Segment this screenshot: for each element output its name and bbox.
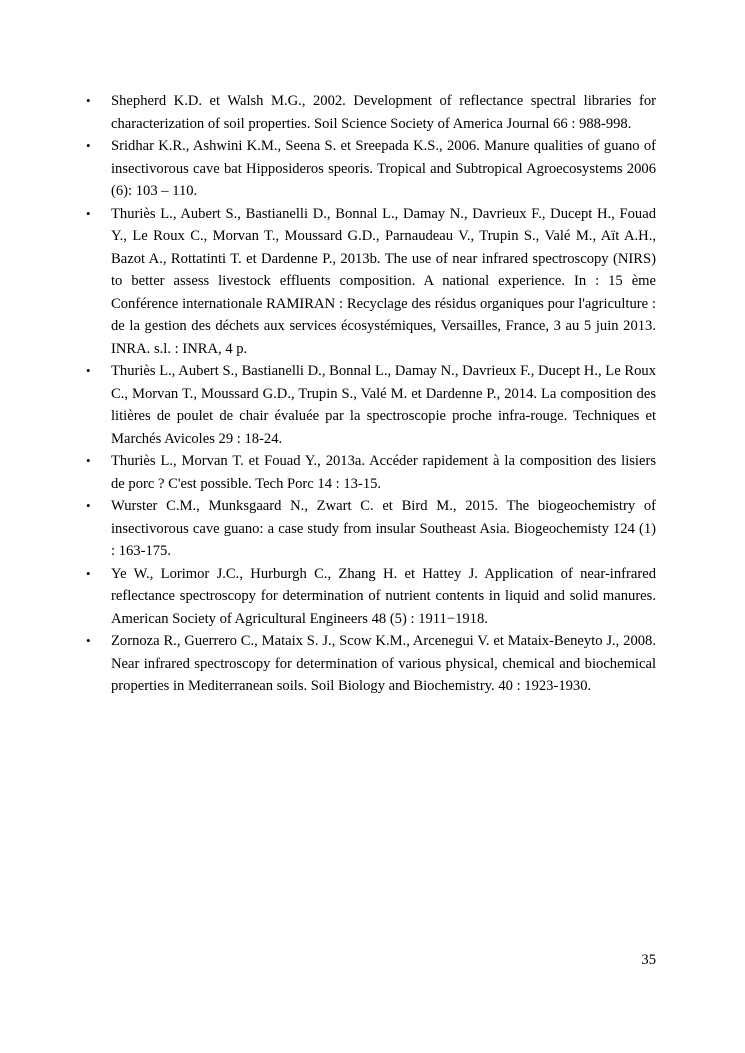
reference-item [84, 495, 656, 563]
bullet-icon: • [86, 498, 91, 513]
reference-item [84, 203, 656, 361]
reference-text: Ye W., Lorimor J.C., Hurburgh C., Zhang H. et Hattey J. Application of near-infrared reflectance spectroscopy for determination of nutrient contents in liquid and solid manures. American Society of Agricultural Engineers 48 (5) : 1911−1918. [111, 565, 656, 627]
reference-item [84, 360, 656, 450]
reference-text: Thuriès L., Aubert S., Bastianelli D., Bonnal L., Damay N., Davrieux F., Ducept H., Fouad Y., Le Roux C., Morvan T., Moussard G.D., Parnaudeau V., Trupin S., Valé M., Aït A.H., Bazot A., Rottatinti T. et Dardenne P., 2013b. The use of near infrared spectroscopy (NIRS) to better assess livestock effluents composition. A national experience. In : 15 ème Conférence internationale RAMIRAN : Recyclage des résidus organiques pour l'agriculture : de la gestion des déchets aux services écosystémiques, Versailles, France, 3 au 5 juin 2013. INRA. s.l. : INRA, 4 p. [111, 205, 656, 357]
reference-item [84, 135, 656, 203]
bullet-icon: • [86, 565, 91, 581]
reference-text: Wurster C.M., Munksgaard N., Zwart C. et Bird M., 2015. The biogeochemistry of insectivorous cave guano: a case study from insular Southeast Asia. Biogeochemisty 124 (1) : 163-175. [111, 498, 656, 559]
bullet-icon: • [86, 633, 91, 648]
reference-item [84, 450, 656, 495]
reference-text: Sridhar K.R., Ashwini K.M., Seena S. et Sreepada K.S., 2006. Manure qualities of guano of insectivorous cave bat Hipposideros speoris. Tropical and Subtropical Agroecosystems 2006 (6): 103 – 110. [111, 138, 656, 199]
bullet-icon: • [86, 205, 91, 221]
reference-item [84, 90, 656, 135]
reference-text: Zornoza R., Guerrero C., Mataix S. J., Scow K.M., Arcenegui V. et Mataix-Beneyto J., 2008. Near infrared spectroscopy for determination of various physical, chemical and biochemical properties in Mediterranean soils. Soil Biology and Biochemistry. 40 : 1923-1930. [111, 633, 656, 694]
reference-text: Thuriès L., Morvan T. et Fouad Y., 2013a. Accéder rapidement à la composition des lisiers de porc ? C'est possible. Tech Porc 14 : 13-15. [111, 453, 656, 492]
reference-item [84, 630, 656, 698]
bullet-icon: • [86, 363, 91, 378]
bullet-icon: • [86, 138, 91, 153]
reference-item [84, 563, 656, 631]
bullet-icon: • [86, 453, 91, 468]
reference-text: Thuriès L., Aubert S., Bastianelli D., Bonnal L., Damay N., Davrieux F., Ducept H., Le Roux C., Morvan T., Moussard G.D., Trupin S., Valé M. et Dardenne P., 2014. La composition des litières de poulet de chair évaluée par la spectroscopie proche infra-rouge. Techniques et Marchés Avicoles 29 : 18-24. [111, 363, 656, 447]
reference-list [84, 90, 656, 698]
page-number: 35 [641, 952, 656, 968]
bullet-icon: • [86, 93, 91, 108]
reference-text: Shepherd K.D. et Walsh M.G., 2002. Development of reflectance spectral libraries for characterization of soil properties. Soil Science Society of America Journal 66 : 988-998. [111, 93, 656, 132]
